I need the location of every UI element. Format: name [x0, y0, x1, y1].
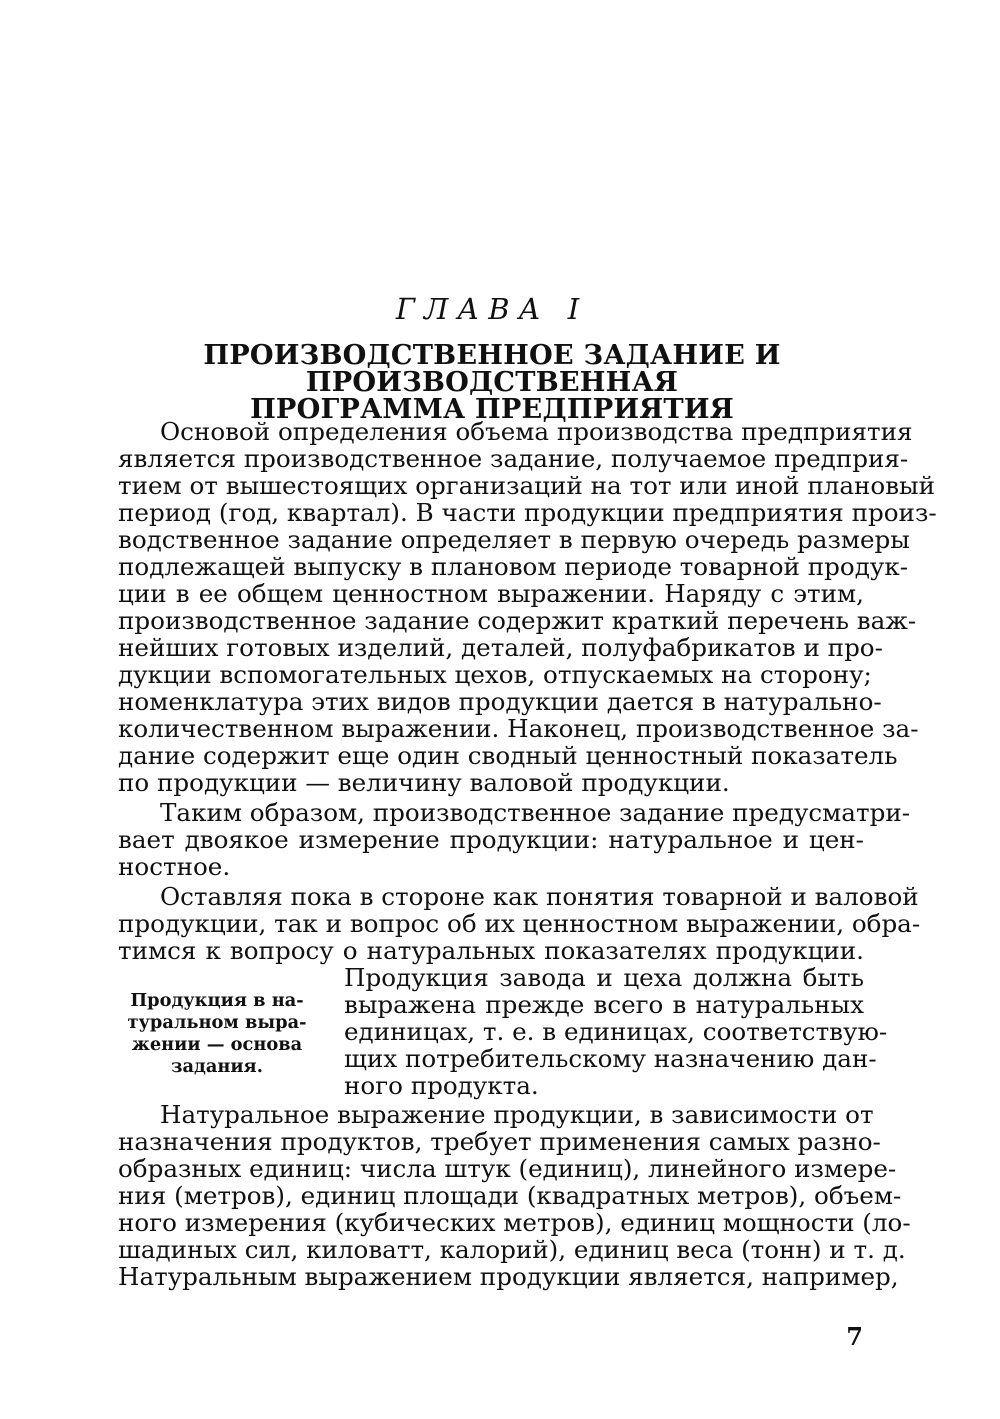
chapter-label: ГЛАВА I: [395, 292, 589, 326]
body-line: Натуральное выражение продукции, в зависимости от: [160, 1100, 874, 1129]
body-line: единицах, т. е. в единицах, соответствую-: [344, 1017, 888, 1046]
body-line: Основой определения объема производства предприятия: [160, 417, 913, 446]
body-line: продукции, так и вопрос об их ценностном выражении, обра-: [118, 909, 921, 938]
margin-note: [118, 990, 316, 1078]
body-line: количественном выражении. Наконец, производственное за-: [118, 714, 919, 743]
body-line: ции в ее общем ценностном выражении. Наряду с этим,: [118, 579, 864, 608]
chapter-title: [114, 339, 870, 425]
body-line: образных единиц: числа штук (единиц), линейного измере-: [118, 1154, 897, 1183]
body-line: ностное.: [118, 852, 231, 881]
margin-note-line: Продукция в на-: [130, 990, 304, 1011]
body-line: дукции вспомогательных цехов, отпускаемых на сторону;: [118, 660, 872, 689]
chapter-title-line: ПРОГРАММА ПРЕДПРИЯТИЯ: [250, 393, 734, 425]
margin-note-line: задания.: [171, 1056, 263, 1077]
body-line: назначения продуктов, требует применения самых разно-: [118, 1127, 881, 1156]
body-line: Продукция завода и цеха должна быть: [344, 963, 864, 992]
body-line: шадиных сил, киловатт, калорий), единиц веса (тонн) и т. д.: [118, 1235, 906, 1264]
page-number: 7: [846, 1322, 863, 1351]
body-line: щих потребительскому назначению дан-: [344, 1044, 877, 1073]
body-line: ния (метров), единиц площади (квадратных метров), объем-: [118, 1181, 902, 1210]
chapter-title-line: ПРОИЗВОДСТВЕННОЕ ЗАДАНИЕ И ПРОИЗВОДСТВЕННАЯ: [203, 339, 781, 398]
body-line: является производственное задание, получаемое предприя-: [118, 444, 909, 473]
body-line: нейших готовых изделий, деталей, полуфабрикатов и про-: [118, 633, 883, 662]
body-line: тимся к вопросу о натуральных показателях продукции.: [118, 936, 864, 965]
body-line: Оставляя пока в стороне как понятия товарной и валовой: [160, 882, 919, 911]
margin-note-line: жении — основа: [131, 1034, 303, 1055]
body-line: номенклатура этих видов продукции дается в натурально-: [118, 687, 882, 716]
body-line: ного измерения (кубических метров), единиц мощности (ло-: [118, 1208, 911, 1237]
body-line: Натуральным выражением продукции является, например,: [118, 1262, 899, 1291]
body-line: по продукции — величину валовой продукции.: [118, 768, 730, 797]
margin-note-line: туральном выра-: [127, 1012, 307, 1033]
body-line: Таким образом, производственное задание предусматри-: [160, 798, 911, 827]
body-line: период (год, квартал). В части продукции предприятия произ-: [118, 498, 937, 527]
body-line: дание содержит еще один сводный ценностный показатель: [118, 741, 898, 770]
body-line: подлежащей выпуску в плановом периоде товарной продук-: [118, 552, 909, 581]
body-line: вает двоякое измерение продукции: натуральное и цен-: [118, 825, 864, 854]
body-line: выражена прежде всего в натуральных: [344, 990, 864, 1019]
body-line: водственное задание определяет в первую очередь размеры: [118, 525, 910, 554]
body-line: ного продукта.: [344, 1071, 539, 1100]
body-line: тием от вышестоящих организаций на тот или иной плановый: [118, 471, 936, 500]
body-line: производственное задание содержит краткий перечень важ-: [118, 606, 917, 635]
